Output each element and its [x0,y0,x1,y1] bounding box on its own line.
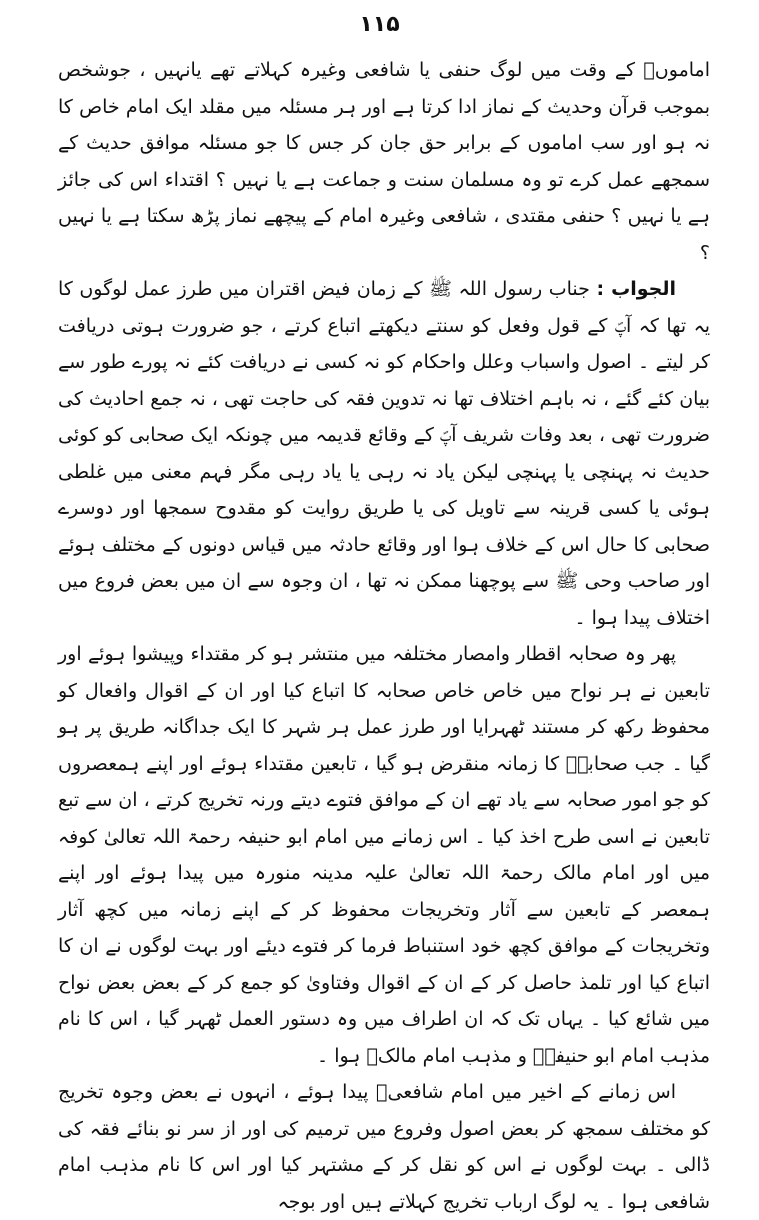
answer-label: الجواب : [596,278,676,300]
page-number: ۱۱۵ [359,12,400,37]
answer-paragraph-3: اس زمانے کے اخیر میں امام شافعیؒ پیدا ہوئے ، انہوں نے بعض وجوہ تخریج کو مختلف سمجھ کر بعض اصول وفروع میں ترمیم کی اور از سر نو بنائے فقہ کی ڈالی ۔ بہت لوگوں نے اس کو نقل کر کے مشتہر کیا اور اس کا نام مذہب امام شافعی ہوا ۔ یہ لوگ ارباب تخریج کہلاتے ہیں اور بوجہ [58,1081,710,1213]
answer-paragraph-1-text: جناب رسول اللہ ﷺ کے زمان فیض اقتران میں طرز عمل لوگوں کا یہ تھا کہ آپؐ کے قول وفعل کو سنتے دیکھتے اتباع کرتے ، جو ضرورت ہوتی دریافت کر لیتے ۔ اصول واسباب وعلل واحکام کو نہ کسی نے دریافت کئے نہ پورے طور سے بیان کئے گئے ، نہ باہم اختلاف تھا نہ تدوین فقہ کی حاجت تھی ، نہ جمع احادیث کی ضرورت تھی ، بعد وفات شریف آپؐ کے وقائع قدیمہ میں چونکہ ایک صحابی کو کوئی حدیث نہ پہنچی یا پہنچی لیکن یاد نہ رہی یا یاد رہی مگر فہم معنی میں غلطی ہوئی یا کسی قرینہ سے تاویل کی یا طریق روایت کو مقدوح سمجھا اور دوسرے صحابی کا حال اس کے خلاف ہوا اور وقائع حادثہ میں قیاس دونوں کے مختلف ہوئے اور صاحب وحی ﷺ سے پوچھنا ممکن نہ تھا ، ان وجوہ سے ان میں بعض فروع میں اختلاف پیدا ہوا ۔ [58,278,710,629]
question-paragraph: اماموںؒ کے وقت میں لوگ حنفی یا شافعی وغیرہ کہلاتے تھے یانہیں ، جوشخص بموجب قرآن وحدیث کے نماز ادا کرتا ہے اور ہر مسئلہ میں مقلد ایک امام خاص کا نہ ہو اور سب اماموں کے برابر حق جان کر جس کا جو مسئلہ موافق حدیث کے سمجھے عمل کرے تو وہ مسلمان سنت و جماعت ہے یا نہیں ؟ اقتداء اس کی جائز ہے یا نہیں ؟ حنفی مقتدی ، شافعی وغیرہ امام کے پیچھے نماز پڑھ سکتا ہے یا نہیں ؟ [58,59,710,264]
answer-paragraph-1 [58,271,710,636]
page-body [58,52,710,1220]
answer-paragraph-2: پھر وہ صحابہ اقطار وامصار مختلفہ میں منتشر ہو کر مقتداء وپیشوا ہوئے اور تابعین نے ہر نواح میں خاص خاص صحابہ کا اتباع کیا اور ان کے اقوال وافعال کو محفوظ رکھ کر مستند ٹھہرایا اور طرز عمل ہر شہر کا ایک جداگانہ طریق پر ہو گیا ۔ جب صحابہؓ کا زمانہ منقرض ہو گیا ، تابعین مقتداء ہوئے اور اپنے ہمعصروں کو جو امور صحابہ سے یاد تھے ان کے موافق فتوے دیتے ورنہ تخریج کرتے ، ان سے تبع تابعین نے اسی طرح اخذ کیا ۔ اس زمانے میں امام ابو حنیفہ رحمۃ اللہ تعالیٰ کوفہ میں اور امام مالک رحمۃ اللہ تعالیٰ علیہ مدینہ منورہ میں پیدا ہوئے اور اپنے ہمعصر کے تابعین سے آثار وتخریجات محفوظ کر کے اپنے زمانہ میں کچھ آثار وتخریجات کے موافق کچھ خود استنباط فرما کر فتوے دیئے اور بہت لوگوں نے ان کا اتباع کیا اور تلمذ حاصل کر کے ان کے اقوال وفتاویٰ کو جمع کر کے بعض بعض نواح میں شائع کیا ۔ یہاں تک کہ ان اطراف میں وہ دستور العمل ٹھہر گیا ، اس کا نام مذہب امام ابو حنیفہؒ و مذہب امام مالکؒ ہوا ۔ [58,643,710,1067]
